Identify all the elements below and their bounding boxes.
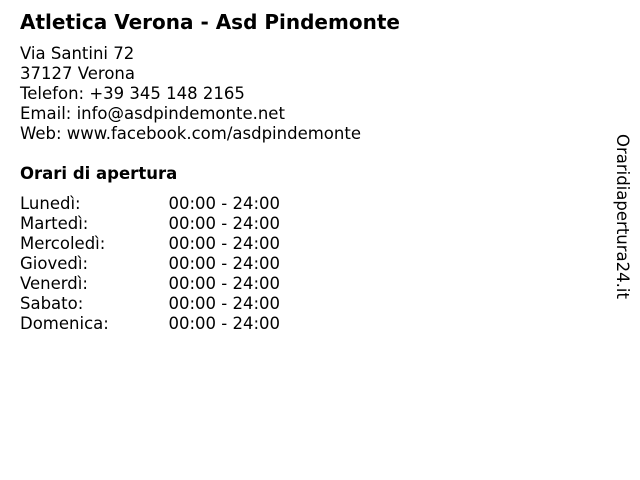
website-line: Web: www.facebook.com/asdpindemonte: [20, 124, 361, 143]
hours-row-wednesday: [20, 234, 280, 254]
time-range: 00:00 - 24:00: [168, 234, 280, 253]
page-title: Atletica Verona - Asd Pindemonte: [20, 10, 400, 34]
hours-row-sunday: [20, 314, 280, 334]
address-block: [20, 44, 361, 144]
phone-line: Telefon: +39 345 148 2165: [20, 84, 245, 103]
time-range: 00:00 - 24:00: [168, 314, 280, 333]
site-watermark: Oraridiapertura24.it: [613, 134, 632, 299]
street-address: Via Santini 72: [20, 44, 135, 63]
time-range: 00:00 - 24:00: [168, 294, 280, 313]
time-range: 00:00 - 24:00: [168, 254, 280, 273]
email-line: Email: info@asdpindemonte.net: [20, 104, 285, 123]
hours-row-thursday: [20, 254, 280, 274]
day-label: Mercoledì:: [20, 234, 106, 253]
time-range: 00:00 - 24:00: [168, 194, 280, 213]
opening-hours-table: [20, 194, 280, 334]
hours-row-friday: [20, 274, 280, 294]
day-label: Domenica:: [20, 314, 109, 333]
day-label: Lunedì:: [20, 194, 81, 213]
day-label: Giovedì:: [20, 254, 88, 273]
hours-row-saturday: [20, 294, 280, 314]
day-label: Martedì:: [20, 214, 89, 233]
postal-city: 37127 Verona: [20, 64, 135, 83]
time-range: 00:00 - 24:00: [168, 214, 280, 233]
day-label: Venerdì:: [20, 274, 88, 293]
hours-row-tuesday: [20, 214, 280, 234]
day-label: Sabato:: [20, 294, 84, 313]
time-range: 00:00 - 24:00: [168, 274, 280, 293]
hours-row-monday: [20, 194, 280, 214]
opening-hours-heading: Orari di apertura: [20, 164, 178, 183]
